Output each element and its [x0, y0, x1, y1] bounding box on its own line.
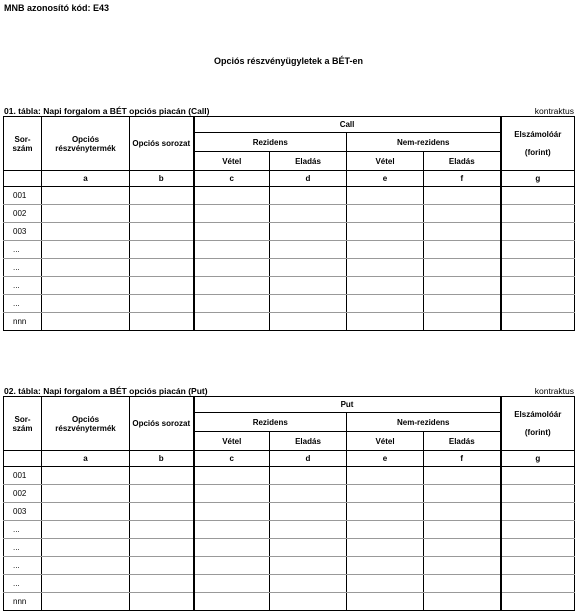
cell[interactable] [270, 205, 347, 223]
col-type-header: Put [194, 397, 501, 413]
cell[interactable] [347, 241, 424, 259]
col-type-header: Call [194, 117, 501, 133]
cell[interactable] [424, 295, 501, 313]
cell[interactable] [424, 223, 501, 241]
cell[interactable] [42, 205, 130, 223]
cell[interactable] [42, 223, 130, 241]
cell[interactable] [194, 503, 270, 521]
cell[interactable] [270, 259, 347, 277]
row-number: ... [4, 241, 42, 259]
table-row [4, 295, 575, 313]
cell[interactable] [194, 187, 270, 205]
table-row [4, 521, 575, 539]
cell[interactable] [501, 521, 575, 539]
col-letter: c [194, 171, 270, 187]
cell[interactable] [194, 241, 270, 259]
cell[interactable] [194, 223, 270, 241]
table-2 [3, 396, 575, 611]
col-resident-buy: Vétel [194, 432, 270, 451]
cell[interactable] [194, 277, 270, 295]
cell[interactable] [501, 277, 575, 295]
col-product-header: Opciós részvénytermék [42, 397, 130, 451]
row-number: nnn [4, 593, 42, 611]
cell[interactable] [347, 467, 424, 485]
page-title: Opciós részvényügyletek a BÉT-en [213, 56, 364, 66]
row-number: 003 [4, 503, 42, 521]
cell[interactable] [270, 539, 347, 557]
cell[interactable] [424, 503, 501, 521]
cell[interactable] [347, 521, 424, 539]
cell[interactable] [347, 503, 424, 521]
cell[interactable] [130, 521, 194, 539]
table-row [4, 259, 575, 277]
col-nonresident-buy: Vétel [347, 432, 424, 451]
cell[interactable] [270, 503, 347, 521]
cell[interactable] [130, 277, 194, 295]
cell[interactable] [194, 539, 270, 557]
cell[interactable] [42, 241, 130, 259]
price-unit: (forint) [524, 428, 551, 437]
cell[interactable] [42, 485, 130, 503]
cell[interactable] [194, 575, 270, 593]
cell[interactable] [424, 467, 501, 485]
cell[interactable] [501, 575, 575, 593]
col-letter: d [270, 451, 347, 467]
cell[interactable] [424, 241, 501, 259]
cell[interactable] [130, 205, 194, 223]
cell[interactable] [347, 223, 424, 241]
cell[interactable] [347, 205, 424, 223]
col-price-header [501, 397, 575, 451]
cell[interactable] [42, 259, 130, 277]
table-row [4, 539, 575, 557]
cell[interactable] [347, 313, 424, 331]
col-letter: a [42, 451, 130, 467]
cell[interactable] [270, 223, 347, 241]
table-row [4, 593, 575, 611]
cell[interactable] [130, 259, 194, 277]
cell[interactable] [347, 593, 424, 611]
cell[interactable] [270, 241, 347, 259]
table-1 [3, 116, 575, 331]
table-2-caption: 02. tábla: Napi forgalom a BÉT opciós piacán (Put) [4, 386, 208, 396]
table-row [4, 241, 575, 259]
cell[interactable] [42, 503, 130, 521]
price-unit: (forint) [524, 148, 551, 157]
cell[interactable] [130, 295, 194, 313]
cell[interactable] [194, 205, 270, 223]
col-resident-buy: Vétel [194, 152, 270, 171]
cell[interactable] [130, 467, 194, 485]
table-row [4, 277, 575, 295]
col-product-header: Opciós részvénytermék [42, 117, 130, 171]
cell[interactable] [347, 295, 424, 313]
col-letter: a [42, 171, 130, 187]
row-number: ... [4, 539, 42, 557]
table-1-unit: kontraktus [534, 106, 574, 116]
row-number: 002 [4, 485, 42, 503]
table-row [4, 485, 575, 503]
cell[interactable] [501, 593, 575, 611]
table-row [4, 575, 575, 593]
letter-blank [4, 451, 42, 467]
cell[interactable] [42, 313, 130, 331]
row-number: nnn [4, 313, 42, 331]
cell[interactable] [130, 575, 194, 593]
cell[interactable] [424, 205, 501, 223]
cell[interactable] [130, 503, 194, 521]
cell[interactable] [424, 557, 501, 575]
col-price-header [501, 117, 575, 171]
cell[interactable] [194, 467, 270, 485]
cell[interactable] [194, 259, 270, 277]
cell[interactable] [130, 593, 194, 611]
col-letter: g [501, 451, 575, 467]
col-resident-sell: Eladás [270, 432, 347, 451]
cell[interactable] [130, 187, 194, 205]
row-number: 002 [4, 205, 42, 223]
cell[interactable] [270, 593, 347, 611]
cell[interactable] [501, 259, 575, 277]
price-label: Elszámolóár [514, 410, 562, 419]
col-nonresident-sell: Eladás [424, 152, 501, 171]
col-nonresident-sell: Eladás [424, 432, 501, 451]
cell[interactable] [270, 485, 347, 503]
cell[interactable] [424, 539, 501, 557]
cell[interactable] [424, 313, 501, 331]
cell[interactable] [270, 521, 347, 539]
cell[interactable] [194, 295, 270, 313]
row-number: 001 [4, 467, 42, 485]
cell[interactable] [424, 521, 501, 539]
col-letter: c [194, 451, 270, 467]
cell[interactable] [424, 485, 501, 503]
col-series-header: Opciós sorozat [130, 397, 194, 451]
cell[interactable] [270, 313, 347, 331]
col-letter: b [130, 171, 194, 187]
cell[interactable] [347, 575, 424, 593]
price-label: Elszámolóár [514, 130, 562, 139]
cell[interactable] [424, 575, 501, 593]
cell[interactable] [270, 277, 347, 295]
row-number: ... [4, 295, 42, 313]
cell[interactable] [130, 223, 194, 241]
cell[interactable] [424, 187, 501, 205]
cell[interactable] [501, 539, 575, 557]
cell[interactable] [347, 557, 424, 575]
col-series-header: Opciós sorozat [130, 117, 194, 171]
row-number: 003 [4, 223, 42, 241]
cell[interactable] [270, 557, 347, 575]
col-resident-header: Rezidens [194, 133, 347, 152]
col-letter: f [424, 451, 501, 467]
row-number: ... [4, 557, 42, 575]
table-2-unit: kontraktus [534, 386, 574, 396]
table-row [4, 187, 575, 205]
cell[interactable] [501, 223, 575, 241]
cell[interactable] [424, 259, 501, 277]
table-row [4, 205, 575, 223]
cell[interactable] [130, 539, 194, 557]
row-number: ... [4, 521, 42, 539]
cell[interactable] [501, 313, 575, 331]
cell[interactable] [347, 485, 424, 503]
cell[interactable] [347, 259, 424, 277]
col-serial-header: Sor- szám [4, 397, 42, 451]
cell[interactable] [194, 485, 270, 503]
row-number: ... [4, 575, 42, 593]
col-nonresident-header: Nem-rezidens [347, 413, 501, 432]
mnb-code: MNB azonosító kód: E43 [4, 3, 110, 13]
cell[interactable] [347, 277, 424, 295]
cell[interactable] [270, 295, 347, 313]
col-serial-header: Sor- szám [4, 117, 42, 171]
cell[interactable] [130, 485, 194, 503]
cell[interactable] [501, 467, 575, 485]
table-row [4, 223, 575, 241]
col-letter: g [501, 171, 575, 187]
cell[interactable] [424, 593, 501, 611]
cell[interactable] [42, 575, 130, 593]
cell[interactable] [42, 187, 130, 205]
letter-blank [4, 171, 42, 187]
row-number: ... [4, 277, 42, 295]
cell[interactable] [270, 467, 347, 485]
col-letter: b [130, 451, 194, 467]
cell[interactable] [501, 485, 575, 503]
table-row [4, 503, 575, 521]
cell[interactable] [194, 557, 270, 575]
cell[interactable] [501, 187, 575, 205]
row-number: ... [4, 259, 42, 277]
table-row [4, 313, 575, 331]
cell[interactable] [42, 467, 130, 485]
cell[interactable] [347, 187, 424, 205]
cell[interactable] [347, 539, 424, 557]
row-number: 001 [4, 187, 42, 205]
cell[interactable] [194, 593, 270, 611]
cell[interactable] [194, 521, 270, 539]
cell[interactable] [501, 295, 575, 313]
table-row [4, 557, 575, 575]
col-nonresident-header: Nem-rezidens [347, 133, 501, 152]
col-nonresident-buy: Vétel [347, 152, 424, 171]
col-letter: e [347, 171, 424, 187]
col-resident-sell: Eladás [270, 152, 347, 171]
col-letter: d [270, 171, 347, 187]
col-letter: f [424, 171, 501, 187]
cell[interactable] [42, 539, 130, 557]
cell[interactable] [194, 313, 270, 331]
col-resident-header: Rezidens [194, 413, 347, 432]
cell[interactable] [501, 557, 575, 575]
cell[interactable] [501, 205, 575, 223]
cell[interactable] [130, 557, 194, 575]
table-row [4, 467, 575, 485]
cell[interactable] [42, 593, 130, 611]
cell[interactable] [130, 241, 194, 259]
cell[interactable] [501, 241, 575, 259]
col-letter: e [347, 451, 424, 467]
cell[interactable] [270, 575, 347, 593]
cell[interactable] [424, 277, 501, 295]
table-1-caption: 01. tábla: Napi forgalom a BÉT opciós piacán (Call) [4, 106, 210, 116]
cell[interactable] [42, 277, 130, 295]
cell[interactable] [42, 557, 130, 575]
cell[interactable] [130, 313, 194, 331]
cell[interactable] [501, 503, 575, 521]
cell[interactable] [42, 295, 130, 313]
cell[interactable] [42, 521, 130, 539]
cell[interactable] [270, 187, 347, 205]
